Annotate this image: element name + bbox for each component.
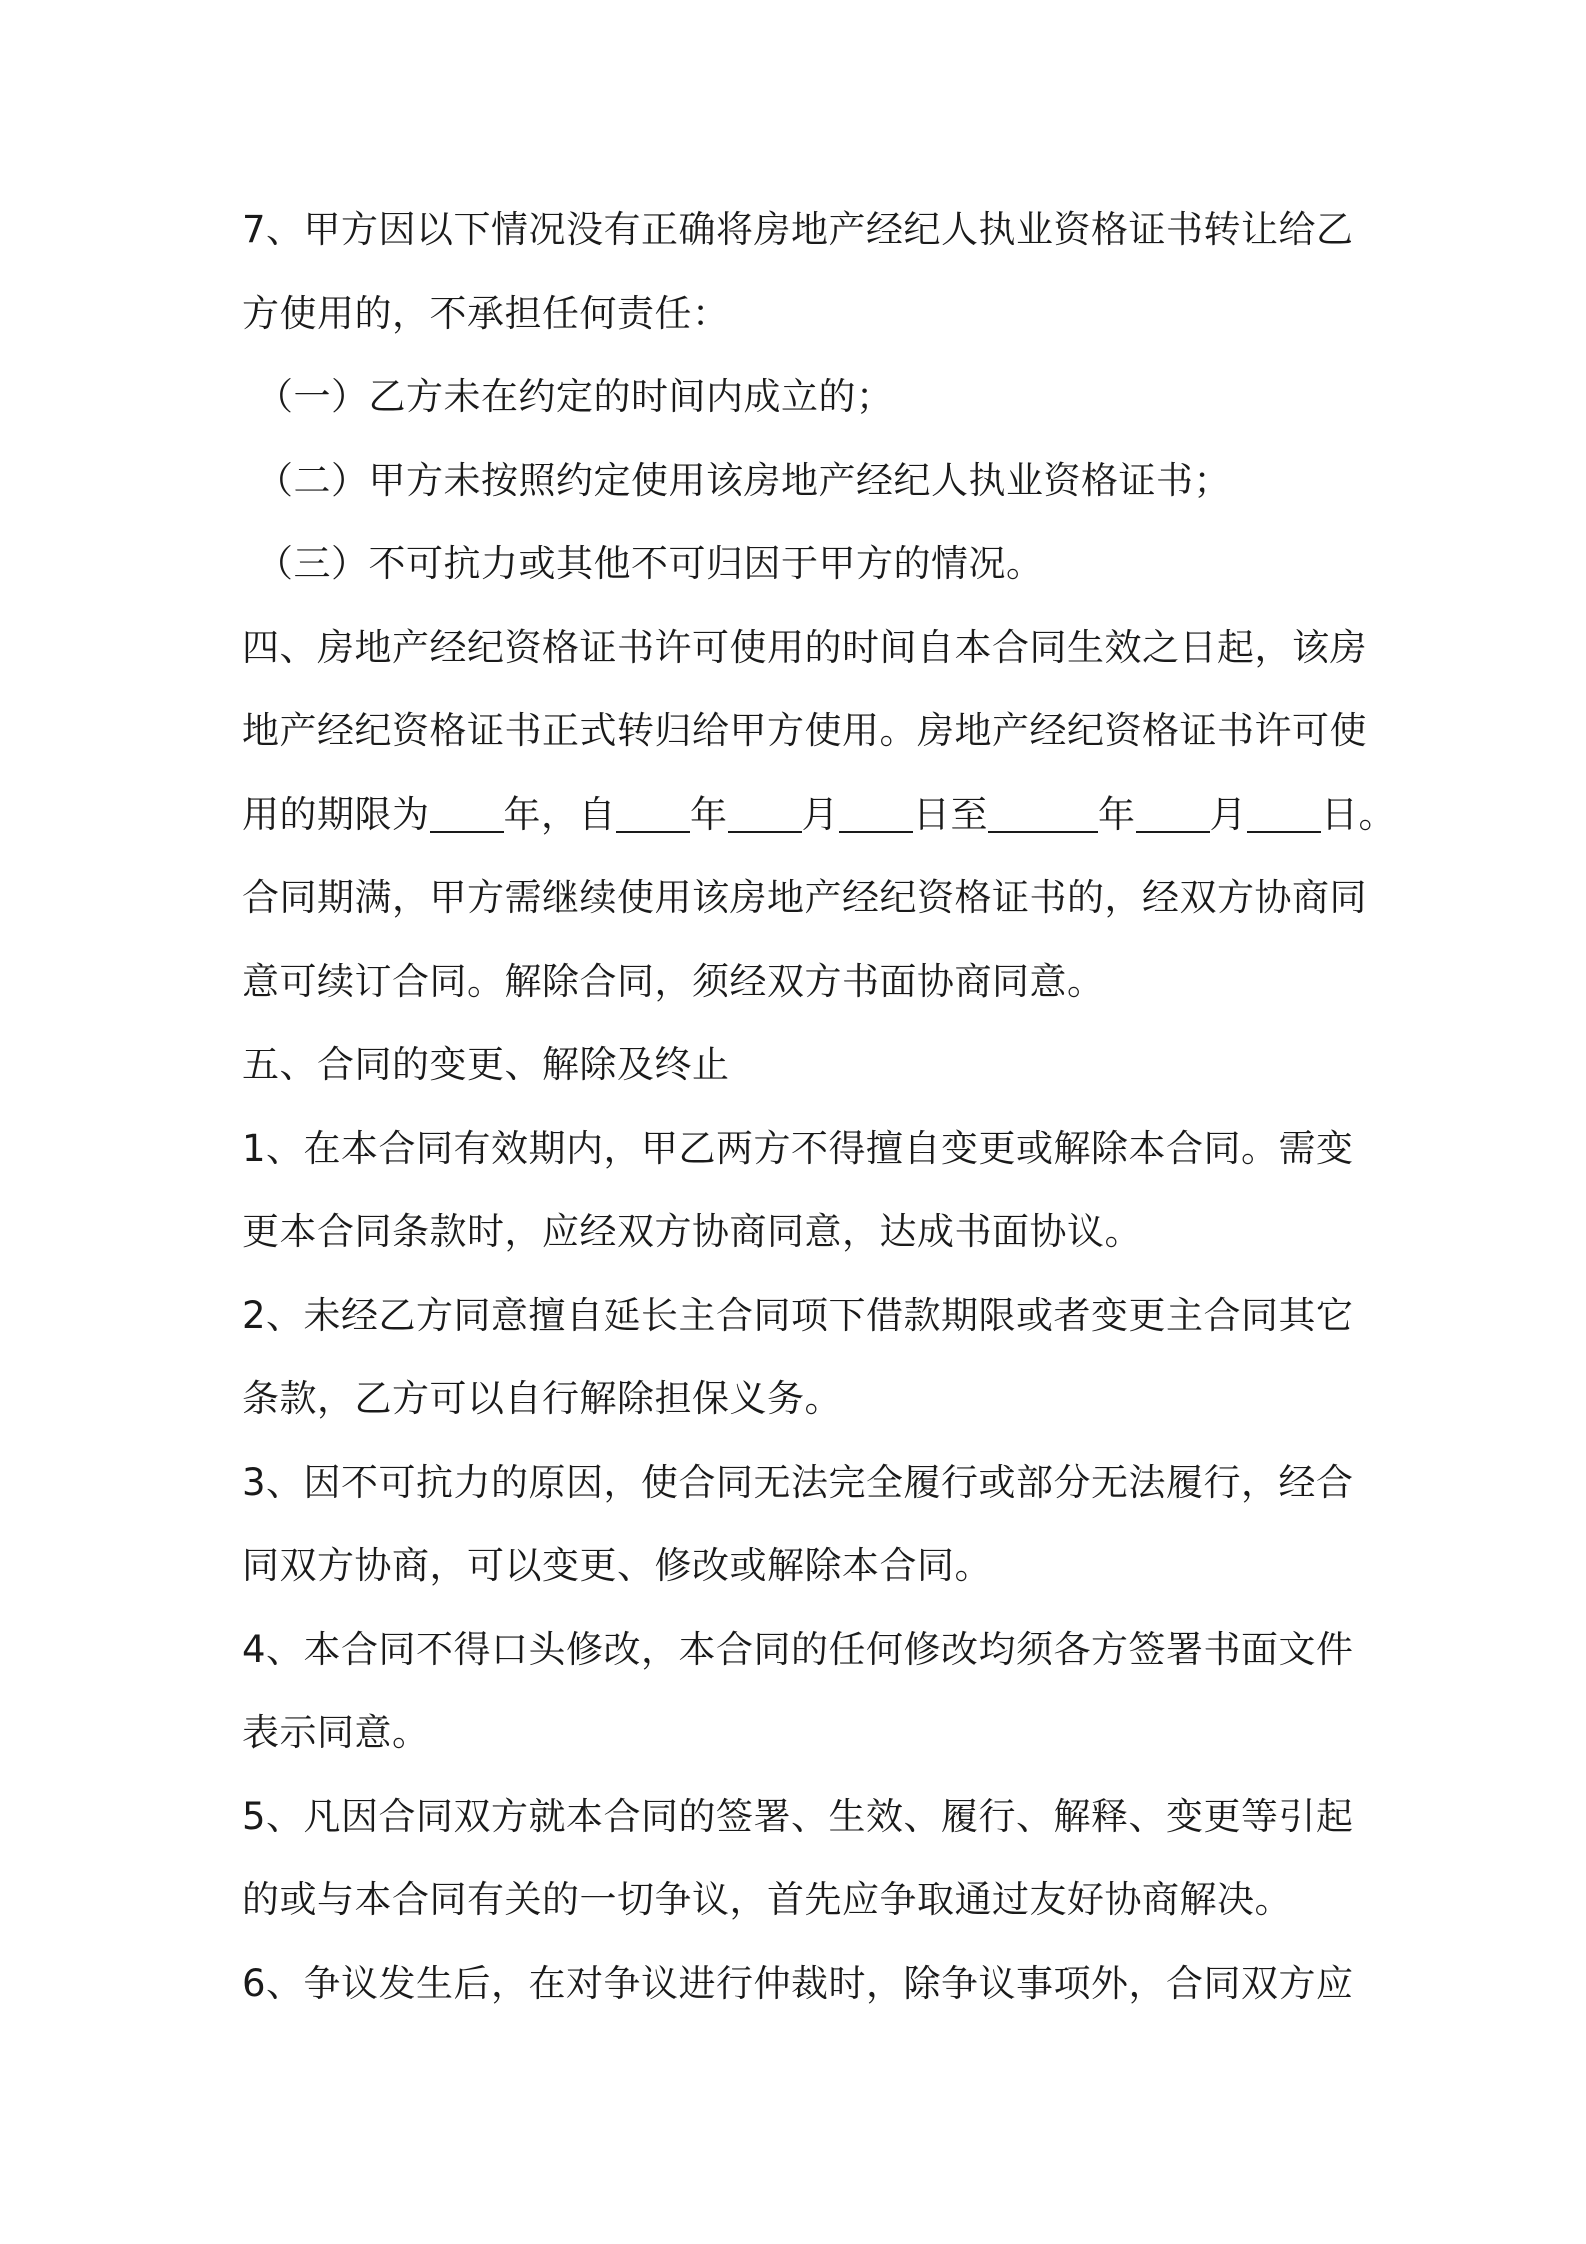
term-text: 月 <box>801 792 839 836</box>
term-text: 月 <box>1209 792 1247 836</box>
text-line: 1、在本合同有效期内，甲乙两方不得擅自变更或解除本合同。需变 <box>242 1126 1354 1170</box>
text-line: 6、争议发生后，在对争议进行仲裁时，除争议事项外，合同双方应 <box>242 1961 1354 2005</box>
blank-field <box>616 791 690 833</box>
section-heading: 五、合同的变更、解除及终止 <box>242 1043 730 1086</box>
text-line: 表示同意。 <box>242 1711 430 1754</box>
blank-field <box>1136 791 1210 833</box>
text-line: 合同期满，甲方需继续使用该房地产经纪资格证书的，经双方协商同 <box>242 876 1367 919</box>
term-line <box>242 785 1396 869</box>
document-body <box>242 200 1396 2037</box>
text-line: 5、凡因合同双方就本合同的签署、生效、履行、解释、变更等引起 <box>242 1794 1354 1838</box>
text-line: 意可续订合同。解除合同，须经双方书面协商同意。 <box>242 959 1105 1003</box>
term-text: 年，自 <box>503 792 616 836</box>
term-text: 日。 <box>1321 792 1396 836</box>
blank-field <box>839 791 913 833</box>
blank-field <box>1247 791 1321 833</box>
text-line: 2、未经乙方同意擅自延长主合同项下借款期限或者变更主合同其它 <box>242 1293 1354 1337</box>
blank-field <box>988 791 1098 833</box>
text-line: 四、房地产经纪资格证书许可使用的时间自本合同生效之日起，该房 <box>242 625 1367 669</box>
blank-field <box>430 791 504 833</box>
text-line: （二）甲方未按照约定使用该房地产经纪人执业资格证书； <box>256 458 1231 502</box>
term-text: 年 <box>690 792 728 836</box>
text-line: 地产经纪资格证书正式转归给甲方使用。房地产经纪资格证书许可使 <box>242 709 1367 752</box>
term-text: 日至 <box>913 792 988 836</box>
text-line: 同双方协商，可以变更、修改或解除本合同。 <box>242 1544 992 1587</box>
text-line: （三）不可抗力或其他不可归因于甲方的情况。 <box>256 542 1044 585</box>
text-line: 7、甲方因以下情况没有正确将房地产经纪人执业资格证书转让给乙 <box>242 208 1354 251</box>
term-text: 用的期限为 <box>242 792 430 836</box>
text-line: （一）乙方未在约定的时间内成立的； <box>256 375 894 418</box>
text-line: 的或与本合同有关的一切争议，首先应争取通过友好协商解决。 <box>242 1878 1292 1921</box>
text-line: 更本合同条款时，应经双方协商同意，达成书面协议。 <box>242 1210 1142 1253</box>
text-line: 方使用的，不承担任何责任： <box>242 291 730 335</box>
text-line: 4、本合同不得口头修改，本合同的任何修改均须各方签署书面文件 <box>242 1627 1354 1671</box>
text-line: 条款，乙方可以自行解除担保义务。 <box>242 1377 842 1420</box>
term-text: 年 <box>1098 792 1136 836</box>
text-line: 3、因不可抗力的原因，使合同无法完全履行或部分无法履行，经合 <box>242 1460 1354 1504</box>
blank-field <box>728 791 802 833</box>
